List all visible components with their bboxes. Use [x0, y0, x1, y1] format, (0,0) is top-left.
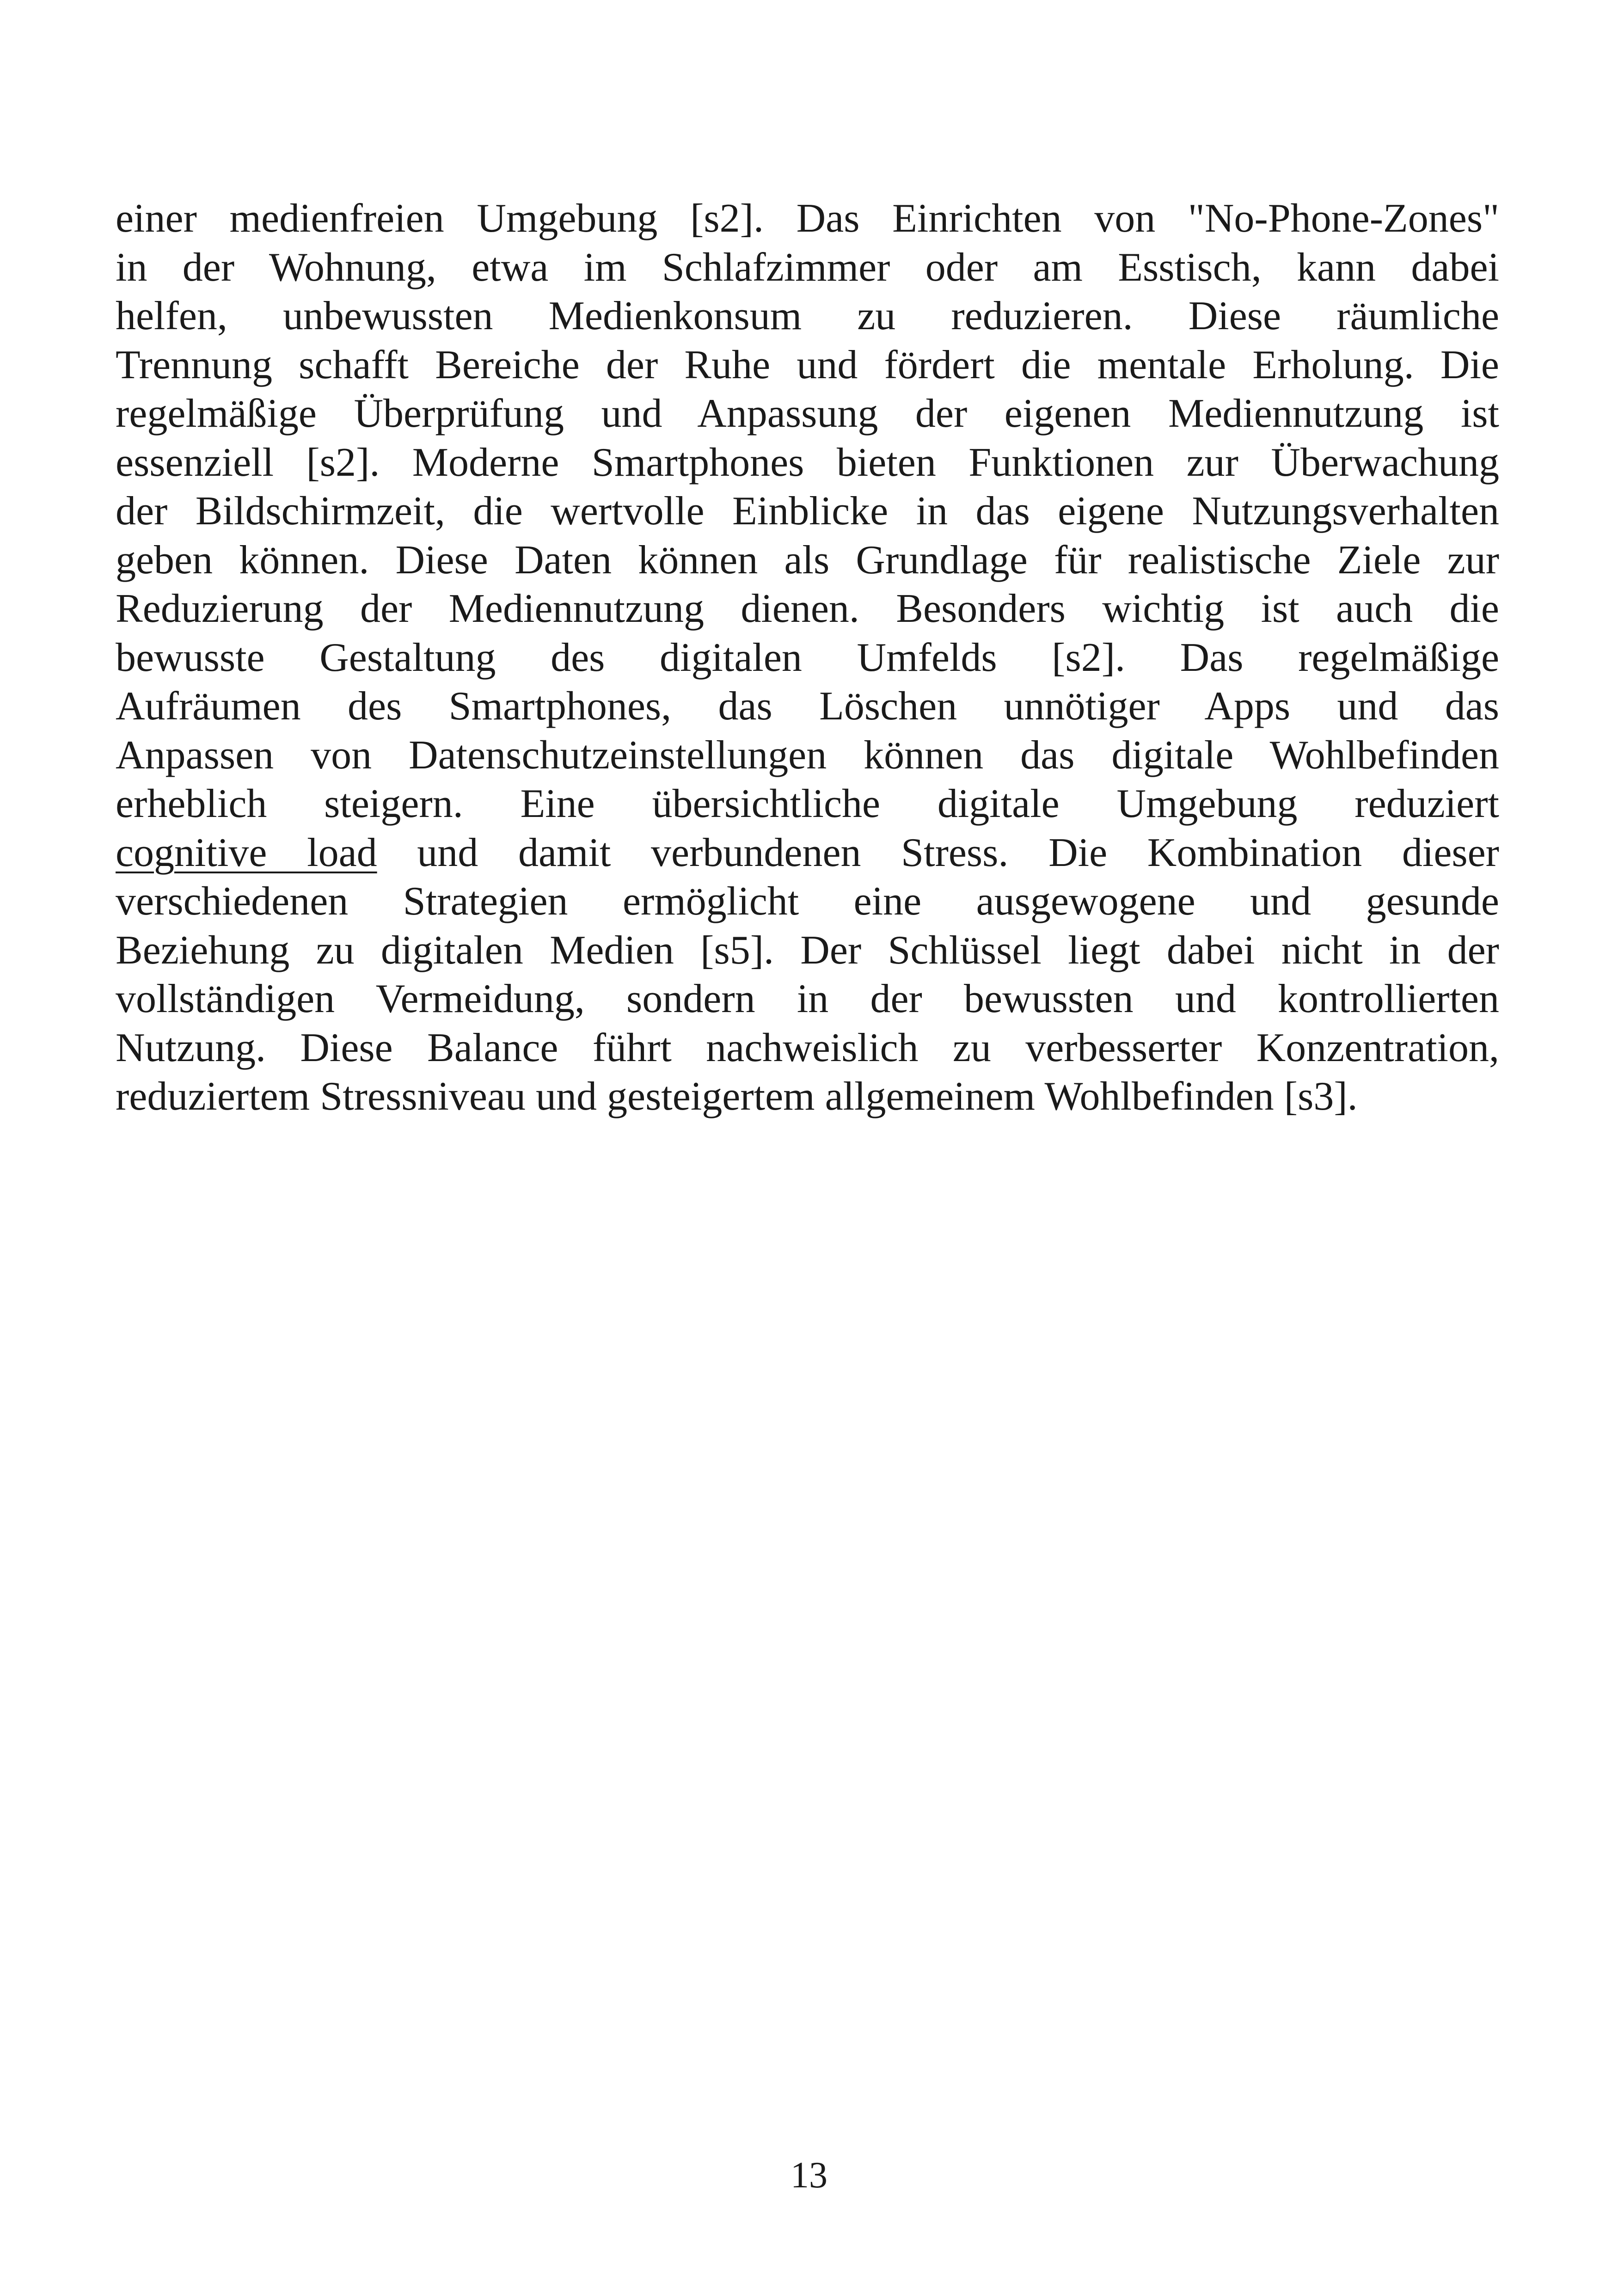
text-line-4: Trennung schafft Bereiche der Ruhe und fördert die mentale Erholung. Die [116, 342, 1499, 387]
text-line-12: Anpassen von Datenschutzeinstellungen können das digitale Wohlbefinden [116, 732, 1499, 778]
text-line-7: der Bildschirmzeit, die wertvolle Einblicke in das eigene Nutzungsverhalten [116, 489, 1499, 534]
text-line-8: geben können. Diese Daten können als Grundlage für realistische Ziele zur [116, 537, 1499, 583]
text-line-18: Nutzung. Diese Balance führt nachweislich zu verbesserter Konzentration, [116, 1025, 1499, 1070]
text-line-14-rest: und damit verbundenen Stress. Die Kombination dieser [377, 830, 1499, 875]
text-line-5: regelmäßige Überprüfung und Anpassung der eigenen Mediennutzung ist [116, 391, 1499, 436]
body-paragraph [116, 194, 1499, 1121]
text-line-1: einer medienfreien Umgebung [s2]. Das Einrichten von "No-Phone-Zones" [116, 196, 1499, 241]
text-line-17: vollständigen Vermeidung, sondern in der bewussten und kontrollierten [116, 976, 1499, 1021]
text-line-13: erheblich steigern. Eine übersichtliche digitale Umgebung reduziert [116, 781, 1499, 826]
text-line-9: Reduzierung der Mediennutzung dienen. Besonders wichtig ist auch die [116, 586, 1499, 631]
text-line-15: verschiedenen Strategien ermöglicht eine ausgewogene und gesunde [116, 879, 1499, 924]
text-line-10: bewusste Gestaltung des digitalen Umfelds [s2]. Das regelmäßige [116, 635, 1499, 680]
text-line-2: in der Wohnung, etwa im Schlafzimmer oder am Esstisch, kann dabei [116, 245, 1499, 290]
text-line-6: essenziell [s2]. Moderne Smartphones bieten Funktionen zur Überwachung [116, 440, 1499, 485]
text-line-19: reduziertem Stressniveau und gesteigertem allgemeinem Wohlbefinden [s3]. [116, 1074, 1358, 1119]
page-number: 13 [791, 2155, 827, 2196]
text-line-11: Aufräumen des Smartphones, das Löschen unnötiger Apps und das [116, 684, 1499, 729]
underlined-term: cognitive load [116, 830, 377, 875]
text-line-3: helfen, unbewussten Medienkonsum zu reduzieren. Diese räumliche [116, 294, 1499, 338]
text-line-16: Beziehung zu digitalen Medien [s5]. Der Schlüssel liegt dabei nicht in der [116, 927, 1499, 973]
text-line-14 [116, 829, 1499, 878]
